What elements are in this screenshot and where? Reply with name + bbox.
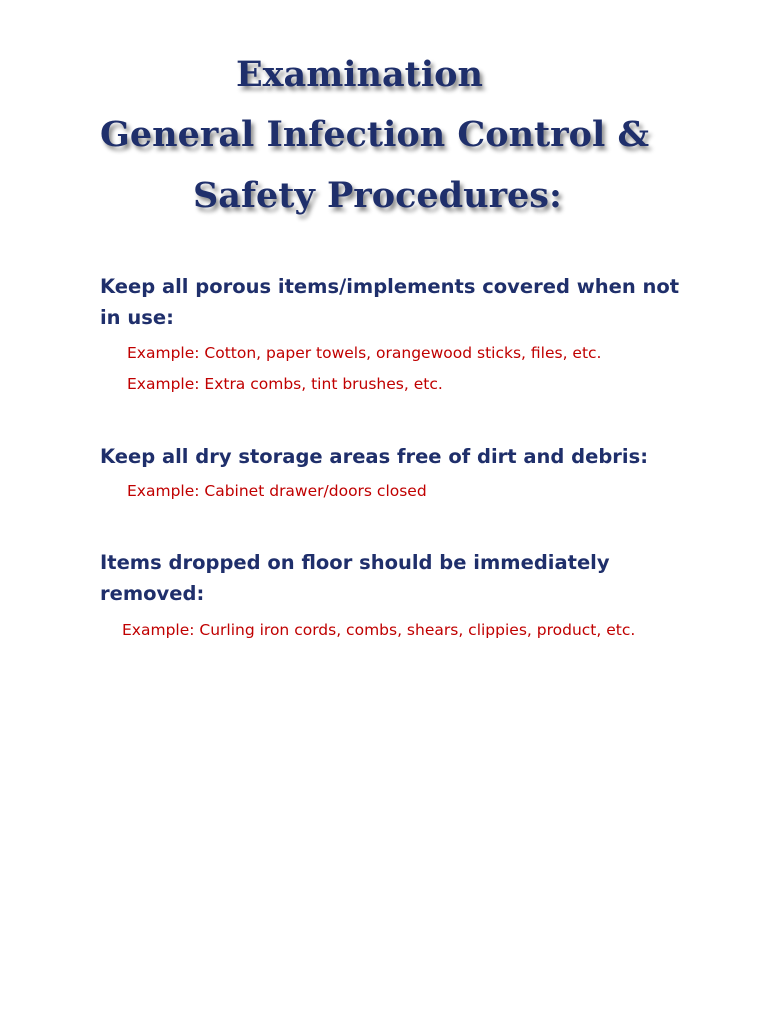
example-porous-items-1: Example: Cotton, paper towels, orangewood sticks, files, etc. xyxy=(127,344,602,362)
section-heading-dry-storage: Keep all dry storage areas free of dirt and debris: xyxy=(100,445,648,468)
section-heading-dropped-items: Items dropped on floor should be immediately removed: xyxy=(100,551,610,605)
example-dropped-items-1: Example: Curling iron cords, combs, shears, clippies, product, etc. xyxy=(122,621,636,639)
example-porous-items-2: Example: Extra combs, tint brushes, etc. xyxy=(127,375,443,393)
title-line-1: Examination xyxy=(236,54,483,95)
title-line-3: Safety Procedures: xyxy=(193,175,562,216)
example-dry-storage-1: Example: Cabinet drawer/doors closed xyxy=(127,482,427,500)
title-line-2: General Infection Control & xyxy=(100,114,650,155)
section-heading-porous-items: Keep all porous items/implements covered when not in use: xyxy=(100,275,680,329)
